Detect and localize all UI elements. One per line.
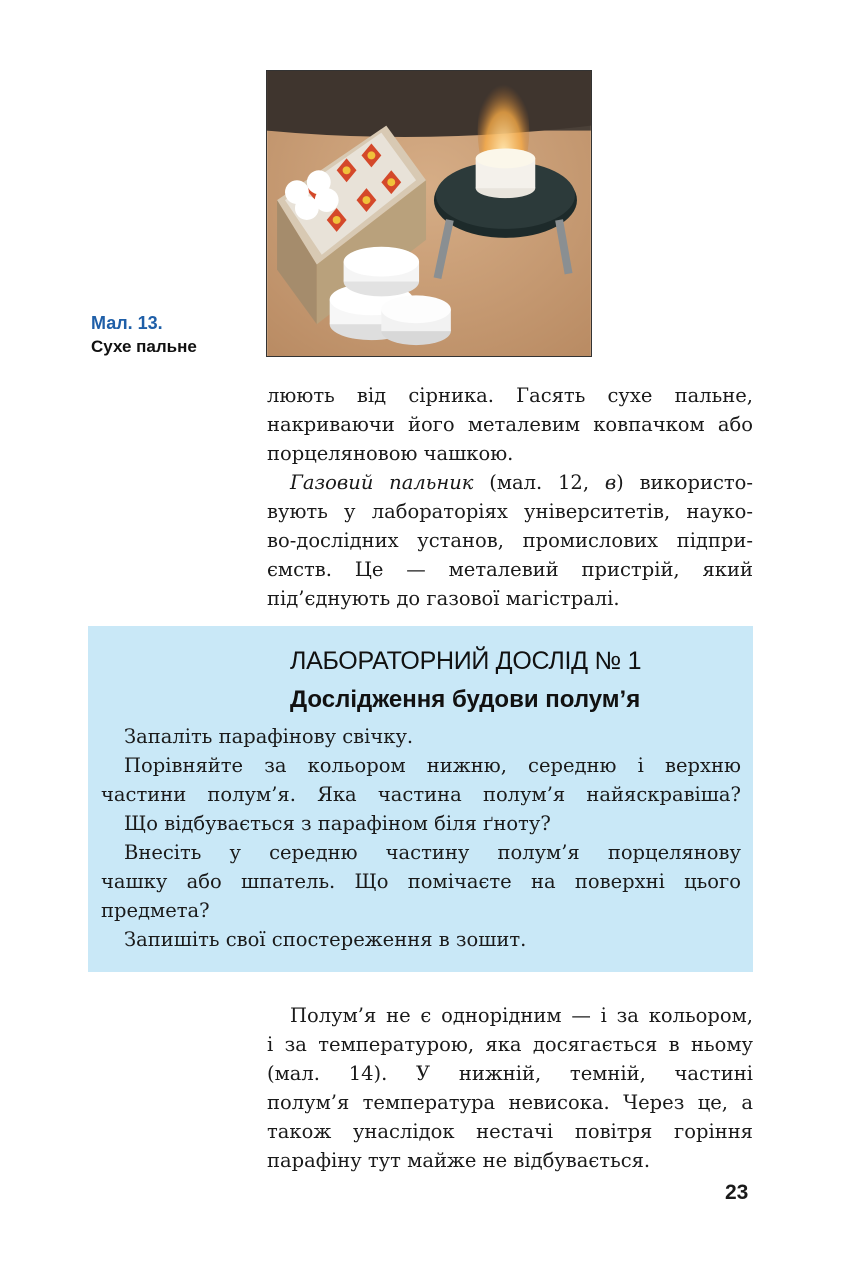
text-line: люють від сірника. Гасять сухе пальне,	[267, 384, 753, 407]
figure-caption: Сухе пальне	[91, 337, 197, 356]
paragraph-dry-fuel	[267, 381, 753, 468]
text-line	[267, 468, 753, 497]
instruction-line: Внесіть у середню частину полум’я порцелянову	[124, 841, 741, 864]
text-line: вують у лабораторіях університетів, науко-	[267, 500, 753, 523]
paragraph-flame-structure	[267, 1001, 753, 1175]
paragraph-gas-burner	[267, 468, 753, 613]
text-line: (мал. 14). У нижній, темній, частині	[267, 1062, 753, 1085]
text-line: також унаслідок нестачі повітря горіння	[267, 1120, 753, 1143]
lab-subtitle: Дослідження будови полум’я	[290, 686, 641, 713]
text-line: накриваючи його металевим ковпачком або	[267, 413, 753, 436]
instruction-line: Порівняйте за кольором нижню, середню і верхню	[124, 754, 741, 777]
text-line: порцеляновою чашкою.	[267, 442, 514, 465]
text-line: полум’я температура невисока. Через це, а	[267, 1091, 753, 1114]
text-line: во-дослідних установ, промислових підпри-	[267, 529, 753, 552]
text-line: і за температурою, яка досягається в ньому	[267, 1033, 753, 1056]
lab-title: ЛАБОРАТОРНИЙ ДОСЛІД № 1	[290, 647, 642, 675]
term-gas-burner: Газовий пальник	[290, 471, 474, 494]
figure-reference-letter: в	[604, 471, 617, 494]
instruction-line: Що відбувається з парафіном біля ґноту?	[124, 812, 551, 835]
text-line: парафіну тут майже не відбувається.	[267, 1149, 651, 1172]
instruction-line: предмета?	[101, 899, 210, 922]
text-line: під’єднують до газової магістралі.	[267, 587, 620, 610]
figure-reference: (мал. 12,	[473, 471, 605, 494]
text-fragment: ) використо-	[616, 471, 753, 494]
figure-dry-fuel-photo	[266, 70, 592, 357]
page-number: 23	[725, 1181, 749, 1204]
text-line: Полум’я не є однорідним — і за кольором,	[290, 1004, 753, 1027]
dry-fuel-illustration	[267, 71, 591, 356]
lab-instructions	[101, 722, 741, 954]
text-line: ємств. Це — металевий пристрій, який	[267, 558, 753, 581]
instruction-line: чашку або шпатель. Що помічаєте на поверхні цього	[101, 870, 741, 893]
instruction-line: Запишіть свої спостереження в зошит.	[124, 928, 527, 951]
instruction-line: Запаліть парафінову свічку.	[124, 725, 414, 748]
instruction-line: частини полум’я. Яка частина полум’я найяскравіша?	[101, 783, 741, 806]
figure-number: Мал. 13.	[91, 313, 163, 333]
